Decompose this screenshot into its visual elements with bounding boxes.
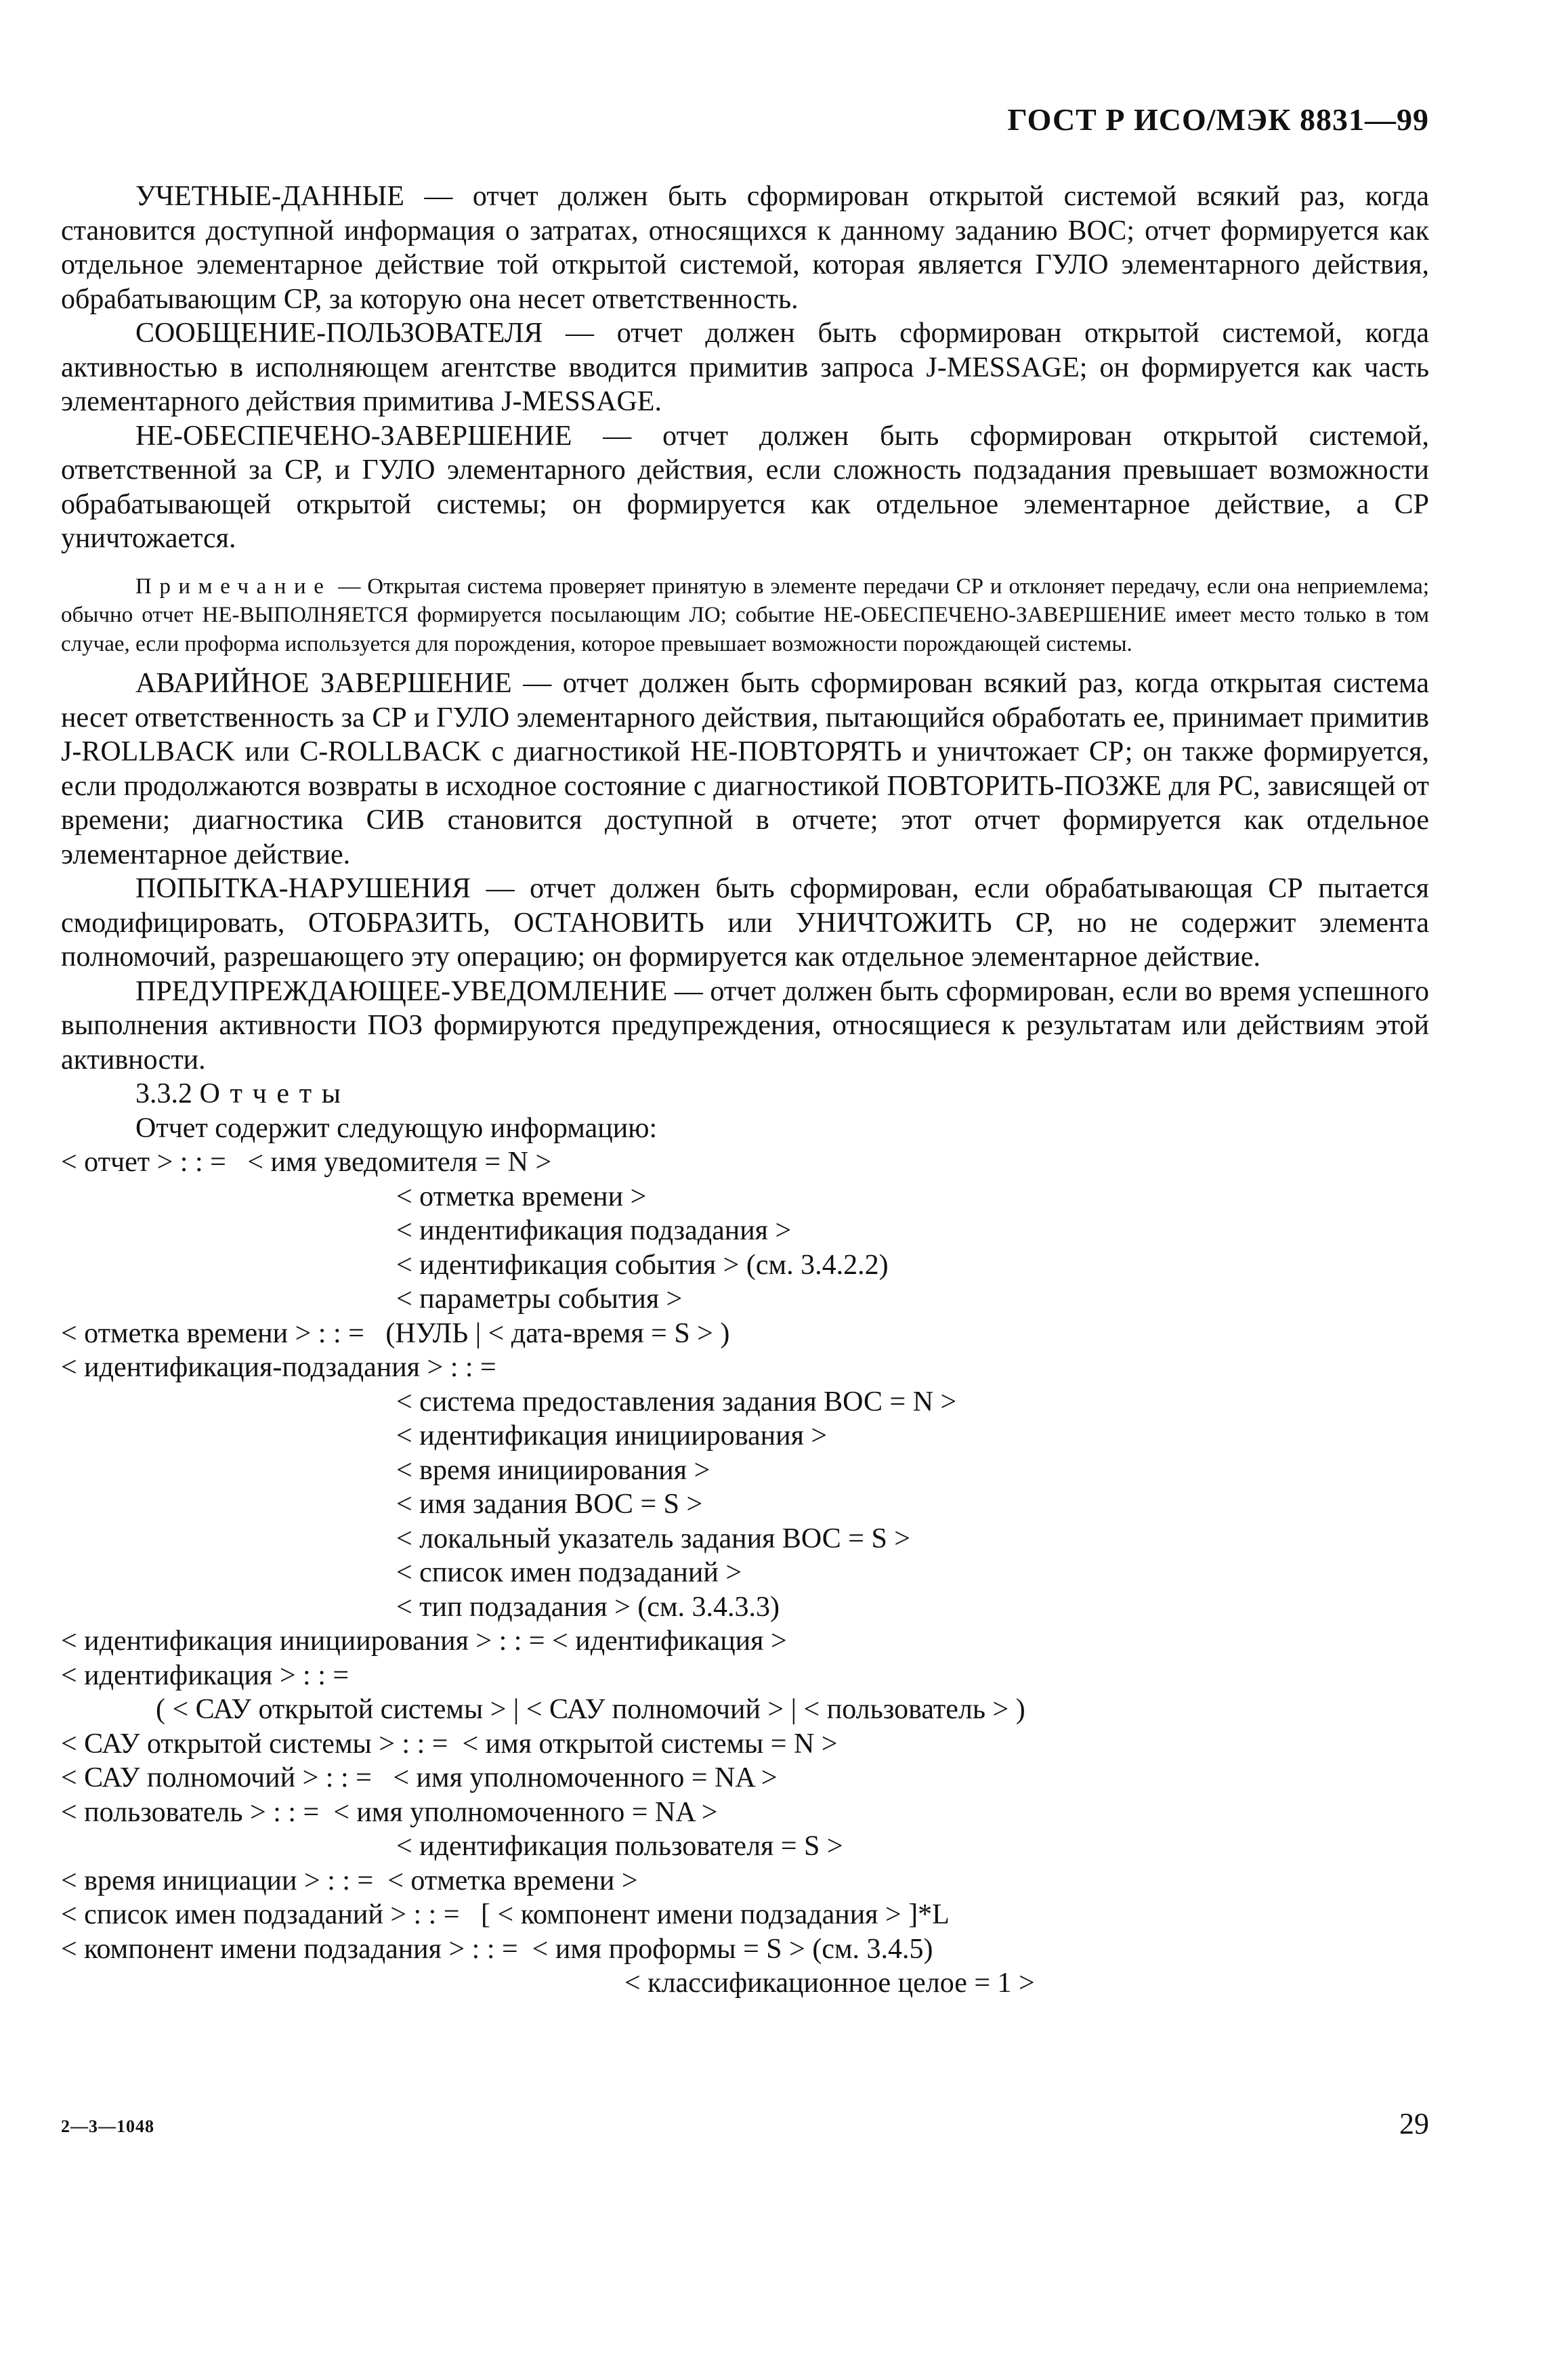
grammar-line: < отчет > : : = < имя уведомителя = N > bbox=[61, 1147, 552, 1178]
paragraph-user-message: СООБЩЕНИЕ-ПОЛЬЗОВАТЕЛЯ — отчет должен быть сформирован открытой системой, когда активностью в исполняющем агентстве вводится примитив запроса J-MESSAGE; он формируется как часть элементарного действия примитива J-MESSAGE. bbox=[61, 318, 1429, 417]
paragraph-not-supported: НЕ-ОБЕСПЕЧЕНО-ЗАВЕРШЕНИЕ — отчет должен быть сформирован открытой системой, ответственной за СР, и ГУЛО элементарного действия, если сложность подзадания превышает возможности обрабатывающей открытой системы; он формируется как отдельное элементарное действие, а СР уничтожается. bbox=[61, 420, 1429, 554]
page-header-title: ГОСТ Р ИСО/МЭК 8831—99 bbox=[1007, 102, 1429, 137]
grammar-line: < идентификация инициирования > : : = < идентификация > bbox=[61, 1625, 787, 1657]
grammar-line: ( < САУ открытой системы > | < САУ полномочий > | < пользователь > ) bbox=[156, 1694, 1025, 1725]
grammar-line: < идентификация-подзадания > : : = bbox=[61, 1352, 496, 1383]
note-label: Примечание bbox=[135, 574, 332, 599]
grammar-line: < идентификация пользователя = S > bbox=[396, 1831, 843, 1862]
grammar-line: < список имен подзаданий > : : = [ < компонент имени подзадания > ]*L bbox=[61, 1899, 950, 1930]
page-number: 29 bbox=[1399, 2107, 1429, 2140]
grammar-line: < компонент имени подзадания > : : = < имя проформы = S > (см. 3.4.5) bbox=[61, 1933, 933, 1965]
grammar-line: < система предоставления задания ВОС = N > bbox=[396, 1386, 957, 1418]
grammar-definitions bbox=[61, 1145, 1429, 2001]
note bbox=[61, 572, 1429, 659]
grammar-line: < параметры события > bbox=[396, 1283, 683, 1315]
grammar-line: < локальный указатель задания ВОС = S > bbox=[396, 1523, 910, 1554]
footer-print-code: 2—3—1048 bbox=[61, 2117, 154, 2136]
grammar-line: < идентификация события > (см. 3.4.2.2) bbox=[396, 1249, 889, 1281]
grammar-line: < пользователь > : : = < имя уполномоченного = NA > bbox=[61, 1796, 718, 1828]
section-title: Отчеты bbox=[199, 1078, 351, 1109]
grammar-line: < САУ полномочий > : : = < имя уполномоченного = NA > bbox=[61, 1762, 778, 1793]
paragraph-warning-notice: ПРЕДУПРЕЖДАЮЩЕЕ-УВЕДОМЛЕНИЕ — отчет должен быть сформирован, если во время успешного выполнения активности ПОЗ формируются предупреждения, относящиеся к результатам или действиям этой активности. bbox=[61, 975, 1429, 1076]
section-heading bbox=[61, 1077, 1429, 1111]
grammar-line: < список имен подзаданий > bbox=[396, 1557, 742, 1588]
body-text bbox=[61, 179, 1429, 2001]
grammar-line: < индентификация подзадания > bbox=[396, 1215, 792, 1246]
grammar-line: < время инициации > : : = < отметка времени > bbox=[61, 1865, 638, 1896]
grammar-line: < время инициирования > bbox=[396, 1454, 710, 1486]
grammar-line: < имя задания ВОС = S > bbox=[396, 1489, 703, 1520]
document-page bbox=[61, 0, 1429, 2380]
grammar-line: < идентификация инициирования > bbox=[396, 1420, 828, 1451]
grammar-line: < тип подзадания > (см. 3.4.3.3) bbox=[396, 1591, 780, 1623]
grammar-line: < отметка времени > : : = (НУЛЬ | < дата-время = S > ) bbox=[61, 1317, 730, 1349]
grammar-line: < классификационное целое = 1 > bbox=[624, 1968, 1035, 1999]
section-number: 3.3.2 bbox=[135, 1078, 192, 1109]
note-text: — Открытая система проверяет принятую в элементе передачи СР и отклоняет передачу, если она неприемлема; обычно отчет НЕ-ВЫПОЛНЯЕТСЯ формируется посылающим ЛО; событие НЕ-ОБЕСПЕЧЕНО-ЗАВЕРШЕНИЕ имеет место только в том случае, если проформа используется для порождения, которое превышает возможности порождающей системы. bbox=[61, 574, 1429, 656]
paragraph-accounting-data: УЧЕТНЫЕ-ДАННЫЕ — отчет должен быть сформирован открытой системой всякий раз, когда становится доступной информация о затратах, относящихся к данному заданию ВОС; отчет формируется как отдельное элементарное действие той открытой системой, которая является ГУЛО элементарного действия, обрабатывающим СР, за которую она несет ответственность. bbox=[61, 181, 1429, 315]
paragraph-violation-attempt: ПОПЫТКА-НАРУШЕНИЯ — отчет должен быть сформирован, если обрабатывающая СР пытается смодифицировать, ОТОБРАЗИТЬ, ОСТАНОВИТЬ или УНИЧТОЖИТЬ СР, но не содержит элемента полномочий, разрешающего эту операцию; он формируется как отдельное элементарное действие. bbox=[61, 873, 1429, 973]
section-intro: Отчет содержит следующую информацию: bbox=[135, 1112, 658, 1144]
grammar-line: < САУ открытой системы > : : = < имя открытой системы = N > bbox=[61, 1728, 838, 1760]
paragraph-abort: АВАРИЙНОЕ ЗАВЕРШЕНИЕ — отчет должен быть сформирован всякий раз, когда открытая система несет ответственность за СР и ГУЛО элементарного действия, пытающийся обработать ее, принимает примитив J-ROLLBACK или C-ROLLBACK с диагностикой НЕ-ПОВТОРЯТЬ и уничтожает СР; он также формируется, если продолжаются возвраты в исходное состояние с диагностикой ПОВТОРИТЬ-ПОЗЖЕ для РС, зависящей от времени; диагностика СИВ становится доступной в отчете; этот отчет формируется как отдельное элементарное действие. bbox=[61, 668, 1429, 870]
grammar-line: < отметка времени > bbox=[396, 1181, 647, 1212]
grammar-line: < идентификация > : : = bbox=[61, 1659, 349, 1691]
